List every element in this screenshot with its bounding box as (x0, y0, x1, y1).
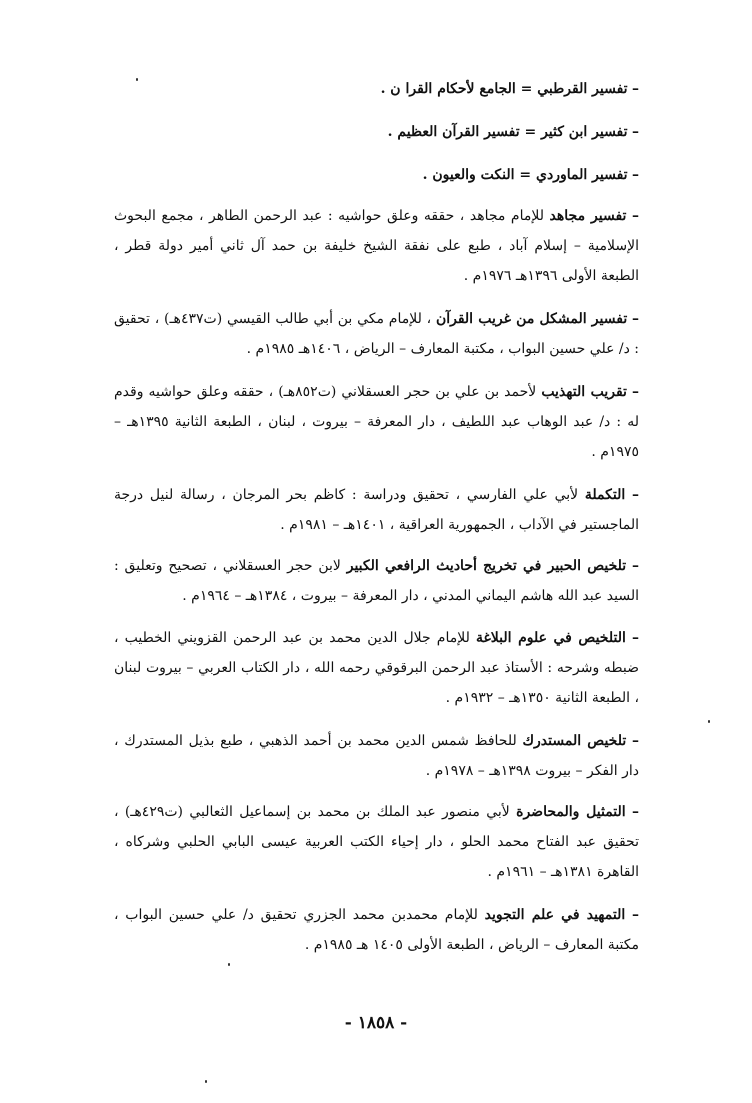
entry-details: للحافظ شمس الدين محمد بن أحمد الذهبي ، طبع بذيل المستدرك ، دار الفكر – بيروت ١٣٩٨هـ – ١٩٧٨م . (114, 733, 639, 779)
bibliography-entry (114, 201, 639, 291)
entry-dash: – (632, 208, 639, 224)
entry-dash: – (632, 384, 639, 400)
entry-title: تفسير القرطبي = الجامع لأحكام القرا ن . (380, 81, 628, 97)
entry-dash: – (632, 124, 639, 140)
entry-title: تلخيص المستدرك (522, 733, 627, 749)
entry-dash: – (632, 907, 640, 923)
entry-title: تفسير ابن كثير = تفسير القرآن العظيم . (387, 124, 628, 140)
entry-dash: – (632, 81, 639, 97)
scan-speck (228, 963, 230, 966)
entry-dash: – (632, 487, 639, 503)
bibliography-entry (114, 160, 639, 190)
entry-details: للإمام محمدبن محمد الجزري تحقيق د/ علي حسين البواب ، مكتبة المعارف – الرياض ، الطبعة الأولى ١٤٠٥ هـ ١٩٨٥م . (114, 907, 639, 953)
entry-details: لأبي منصور عبد الملك بن محمد بن إسماعيل الثعالبي (ت٤٢٩هـ) ، تحقيق عبد الفتاح محمد الحلو ، دار إحياء الكتب العربية عيسى البابي الحلبي وشركاه ، القاهرة ١٣٨١هـ – ١٩٦١م . (114, 804, 639, 880)
entry-dash: – (632, 630, 639, 646)
entry-title: التلخيص في علوم البلاغة (475, 630, 626, 646)
entry-dash: – (632, 804, 640, 820)
scan-speck (708, 720, 710, 723)
entry-title: تفسير المشكل من غريب القرآن (435, 311, 628, 327)
entry-details: للإمام مجاهد ، حققه وعلق حواشيه : عبد الرحمن الطاهر ، مجمع البحوث الإسلامية – إسلام آباد ، طبع على نفقة الشيخ خليفة بن حمد آل ثاني أمير دولة قطر ، الطبعة الأولى ١٣٩٦هـ ١٩٧٦م . (114, 208, 639, 284)
bibliography-entry (114, 726, 639, 786)
entry-title: التمثيل والمحاضرة (516, 804, 626, 820)
entry-dash: – (632, 733, 640, 749)
entry-details: لابن حجر العسقلاني ، تصحيح وتعليق : السيد عبد الله هاشم اليماني المدني ، دار المعرفة – بيروت ، ١٣٨٤هـ – ١٩٦٤م . (114, 558, 639, 604)
bibliography-entry (114, 480, 639, 540)
bibliography-entry (114, 377, 639, 467)
bibliography-entry (114, 117, 639, 147)
bibliography-entry (114, 623, 639, 713)
page-number: - ١٨٥٨ - (344, 1013, 408, 1033)
entry-details: ، للإمام مكي بن أبي طالب القيسي (ت٤٣٧هـ) ، تحقيق : د/ علي حسين البواب ، مكتبة المعارف – الرياض ، ١٤٠٦هـ ١٩٨٥م . (114, 311, 639, 357)
entry-title: تفسير مجاهد (549, 208, 627, 224)
entry-title: التمهيد في علم التجويد (484, 907, 626, 923)
scan-speck (136, 78, 138, 81)
entry-details: لأحمد بن علي بن حجر العسقلاني (ت٨٥٢هـ) ، حققه وعلق حواشيه وقدم له : د/ عبد الوهاب عبد اللطيف ، دار المعرفة – بيروت ، لبنان ، الطبعة الثانية ١٣٩٥هـ – ١٩٧٥م . (114, 384, 639, 460)
bibliography-entry (114, 551, 639, 611)
entry-details: لأبي علي الفارسي ، تحقيق ودراسة : كاظم بحر المرجان ، رسالة لنيل درجة الماجستير في الآداب ، الجمهورية العراقية ، ١٤٠١هـ – ١٩٨١م . (114, 487, 639, 533)
bibliography-entry (114, 900, 639, 960)
bibliography-entry (114, 797, 639, 887)
entry-dash: – (632, 167, 639, 183)
bibliography-entry (114, 74, 639, 104)
entry-dash: – (632, 558, 640, 574)
entry-details: للإمام جلال الدين محمد بن عبد الرحمن القزويني الخطيب ، ضبطه وشرحه : الأستاذ عبد الرحمن البرقوقي رحمه الله ، دار الكتاب العربي – بيروت لبنان ، الطبعة الثانية ١٣٥٠هـ – ١٩٣٢م . (114, 630, 639, 706)
entry-dash: – (632, 311, 640, 327)
bibliography-entry (114, 304, 639, 364)
entry-title: تقريب التهذيب (541, 384, 627, 400)
entry-title: التكملة (584, 487, 626, 503)
entry-title: تفسير الماوردي = النكت والعيون . (422, 167, 628, 183)
scan-speck (205, 1080, 207, 1083)
entry-title: تلخيص الحبير في تخريج أحاديث الرافعي الكبير (346, 558, 627, 574)
